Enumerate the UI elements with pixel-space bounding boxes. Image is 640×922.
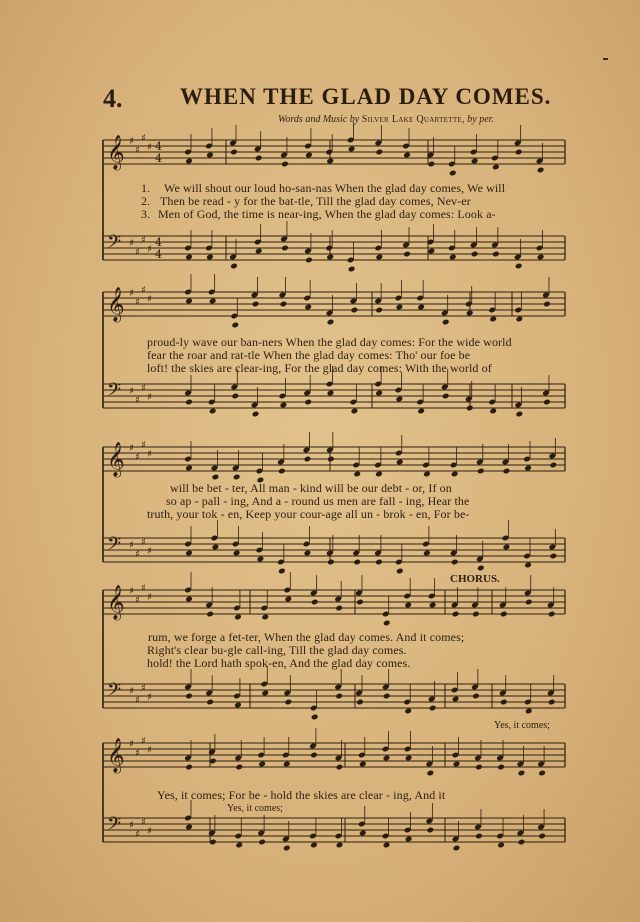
note-head — [231, 393, 239, 400]
note-head — [284, 699, 292, 706]
lyric-line: Right's clear bu-gle call-ing, Till the glad day comes. — [147, 643, 407, 657]
note-head — [518, 839, 526, 846]
sharp-sign: ♯ — [147, 826, 152, 837]
note-head — [304, 550, 312, 557]
note-head — [549, 553, 557, 560]
note-head — [405, 755, 413, 762]
note-head — [359, 830, 367, 837]
note-head — [383, 842, 391, 849]
sharp-sign: ♯ — [129, 820, 134, 831]
note-head — [449, 254, 457, 261]
sharp-sign: ♯ — [147, 449, 152, 460]
note-head — [376, 254, 384, 261]
sharp-sign: ♯ — [147, 244, 152, 255]
sharp-sign: ♯ — [135, 395, 140, 406]
note-head — [359, 761, 367, 768]
sharp-sign: ♯ — [135, 695, 140, 706]
sharp-sign: ♯ — [141, 583, 146, 594]
note-head — [538, 770, 546, 777]
note-head — [185, 693, 193, 700]
note-head — [543, 301, 551, 308]
note-head — [185, 298, 193, 305]
note-head — [453, 761, 461, 768]
sharp-sign: ♯ — [135, 748, 140, 759]
treble-clef: 𝄞 — [107, 442, 125, 477]
note-head — [427, 770, 435, 777]
note-head — [212, 544, 220, 551]
bass-clef: 𝄢 — [107, 814, 122, 839]
sharp-sign: ♯ — [129, 386, 134, 397]
note-head — [383, 620, 391, 627]
sharp-sign: ♯ — [147, 294, 152, 305]
note-head — [500, 699, 508, 706]
note-head — [404, 602, 412, 609]
note-head — [353, 471, 361, 478]
note-head — [185, 158, 193, 165]
lyric-line: proud-ly wave our ban-ners When the glad day comes: For the wide world — [147, 335, 512, 349]
note-head — [403, 152, 411, 159]
note-head — [348, 146, 356, 153]
note-head — [489, 408, 497, 415]
note-head — [403, 251, 411, 258]
note-head — [258, 761, 266, 768]
note-head — [537, 254, 545, 261]
sharp-sign: ♯ — [129, 586, 134, 597]
note-head — [375, 390, 383, 397]
sharp-sign: ♯ — [147, 392, 152, 403]
note-head — [283, 845, 291, 852]
note-head — [375, 307, 383, 314]
note-head — [235, 764, 243, 771]
note-head — [429, 705, 437, 712]
sharp-sign: ♯ — [129, 739, 134, 750]
sharp-sign: ♯ — [135, 829, 140, 840]
note-head — [442, 393, 450, 400]
note-head — [280, 402, 288, 409]
note-head — [233, 474, 241, 481]
note-head — [206, 152, 214, 159]
note-head — [304, 456, 312, 463]
note-head — [305, 257, 313, 264]
lyric-line: fear the roar and rat-tle When the glad day comes: Tho' our foe be — [147, 348, 471, 362]
note-head — [212, 474, 220, 481]
sharp-sign: ♯ — [147, 142, 152, 153]
note-head — [252, 301, 260, 308]
note-head — [396, 568, 404, 575]
note-head — [233, 550, 241, 557]
note-head — [305, 152, 313, 159]
note-head — [336, 764, 344, 771]
note-head — [475, 833, 483, 840]
lyric-line: Then be read - y for the bat-tle, Till the glad day comes, Nev-er — [160, 194, 471, 208]
sharp-sign: ♯ — [129, 238, 134, 249]
note-head — [258, 839, 266, 846]
note-head — [278, 568, 286, 575]
note-head — [283, 761, 291, 768]
note-head — [351, 408, 359, 415]
sharp-sign: ♯ — [135, 145, 140, 156]
sharp-sign: ♯ — [141, 383, 146, 394]
treble-clef: 𝄞 — [107, 287, 125, 322]
lyric-line: hold! the Lord hath spok-en, And the glad day comes. — [147, 656, 411, 670]
bass-echo-lyric: Yes, it comes; — [227, 803, 283, 814]
note-head — [477, 565, 485, 572]
note-head — [452, 696, 460, 703]
note-head — [471, 158, 479, 165]
sharp-sign: ♯ — [129, 288, 134, 299]
note-head — [451, 471, 459, 478]
sharp-sign: ♯ — [135, 452, 140, 463]
note-head — [543, 399, 551, 406]
note-head — [503, 544, 511, 551]
note-head — [348, 266, 356, 273]
note-head — [278, 468, 286, 475]
credit-name: Silver Lake Quartette, — [361, 114, 465, 125]
sharp-sign: ♯ — [141, 537, 146, 548]
note-head — [209, 298, 217, 305]
note-head — [404, 708, 412, 715]
note-head — [231, 322, 239, 329]
sharp-sign: ♯ — [129, 136, 134, 147]
sharp-sign: ♯ — [141, 285, 146, 296]
note-head — [252, 411, 260, 418]
note-head — [383, 693, 391, 700]
note-head — [255, 155, 263, 162]
hymn-number: 4. — [103, 84, 123, 113]
sharp-sign: ♯ — [141, 683, 146, 694]
note-head — [518, 770, 526, 777]
note-head — [230, 149, 238, 156]
note-head — [327, 390, 335, 397]
note-head — [396, 304, 404, 311]
note-head — [497, 842, 505, 849]
note-head — [326, 254, 334, 261]
note-head — [417, 408, 425, 415]
note-head — [466, 310, 474, 317]
note-head — [327, 456, 335, 463]
time-signature: 4 — [155, 236, 162, 249]
note-head — [185, 764, 193, 771]
note-head — [405, 836, 413, 843]
note-head — [449, 170, 457, 177]
note-head — [524, 562, 532, 569]
sharp-sign: ♯ — [135, 595, 140, 606]
bass-clef: 𝄢 — [107, 380, 122, 405]
verse-number-2: 2. — [141, 194, 150, 208]
note-head — [423, 471, 431, 478]
note-head — [548, 699, 556, 706]
note-head — [452, 611, 460, 618]
note-head — [206, 254, 214, 261]
sharp-sign: ♯ — [141, 440, 146, 451]
lyric-line: We will shout our loud ho-san-nas When the glad day comes, We will — [164, 181, 506, 195]
note-head — [327, 559, 335, 566]
note-head — [185, 550, 193, 557]
time-signature: 4 — [155, 152, 162, 165]
note-head — [280, 301, 288, 308]
sharp-sign: ♯ — [141, 133, 146, 144]
lyric-line: rum, we forge a fet-ter, When the glad day comes. And it comes; — [148, 630, 465, 644]
note-head — [327, 319, 335, 326]
note-head — [453, 845, 461, 852]
note-head — [284, 596, 292, 603]
hymn-title: WHEN THE GLAD DAY COMES. — [180, 84, 552, 109]
sharp-sign: ♯ — [141, 817, 146, 828]
note-head — [255, 248, 263, 255]
note-head — [235, 842, 243, 849]
bass-clef: 𝄢 — [107, 680, 122, 705]
note-head — [429, 602, 437, 609]
note-head — [497, 764, 505, 771]
sharp-sign: ♯ — [135, 297, 140, 308]
note-head — [185, 596, 193, 603]
sharp-sign: ♯ — [147, 745, 152, 756]
note-head — [492, 251, 500, 258]
bass-clef: 𝄢 — [107, 534, 122, 559]
sharp-sign: ♯ — [135, 247, 140, 258]
note-head — [525, 708, 533, 715]
treble-clef: 𝄞 — [107, 738, 125, 773]
note-head — [326, 158, 334, 165]
note-head — [428, 161, 436, 168]
note-head — [451, 559, 459, 566]
credit-suffix: by per. — [467, 114, 494, 125]
note-head — [351, 307, 359, 314]
sharp-sign: ♯ — [147, 546, 152, 557]
note-head — [423, 550, 431, 557]
note-head — [234, 614, 242, 621]
sharp-sign: ♯ — [129, 540, 134, 551]
sharp-sign: ♯ — [141, 736, 146, 747]
note-head — [427, 827, 435, 834]
lyric-line: so ap - pall - ing, And a - round us men are fall - ing, Hear the — [166, 494, 470, 508]
lyric-line: Men of God, the time is near-ing, When the glad day comes: Look a- — [158, 207, 496, 221]
note-head — [335, 605, 343, 612]
note-head — [492, 164, 500, 171]
note-head — [396, 459, 404, 466]
note-head — [185, 254, 193, 261]
note-head — [304, 399, 312, 406]
note-head — [281, 245, 289, 252]
lyric-line: truth, your tok - en, Keep your cour-age all un - brok - en, For be- — [147, 507, 470, 521]
note-head — [261, 690, 269, 697]
note-head — [417, 304, 425, 311]
note-head — [209, 408, 217, 415]
note-head — [185, 399, 193, 406]
note-head — [525, 599, 533, 606]
note-head — [549, 462, 557, 469]
note-head — [353, 559, 361, 566]
note-head — [396, 396, 404, 403]
note-head — [537, 167, 545, 174]
note-head — [376, 149, 384, 156]
note-head — [304, 304, 312, 311]
note-head — [310, 752, 318, 759]
note-head — [310, 842, 318, 849]
time-signature: 4 — [155, 140, 162, 153]
lyric-line: loft! the skies are clear-ing, For the glad day comes: With the world of — [147, 361, 492, 375]
note-head — [428, 248, 436, 255]
note-head — [257, 556, 265, 563]
note-head — [477, 468, 485, 475]
note-head — [375, 471, 383, 478]
note-head — [311, 714, 319, 721]
note-head — [356, 599, 364, 606]
note-head — [230, 263, 238, 270]
chorus-label: CHORUS. — [450, 573, 500, 585]
note-head — [538, 833, 546, 840]
note-head — [185, 465, 193, 472]
note-head — [311, 599, 319, 606]
note-head — [472, 611, 480, 618]
note-head — [489, 316, 497, 323]
treble-clef: 𝄞 — [107, 585, 125, 620]
note-head — [475, 764, 483, 771]
note-head — [261, 614, 269, 621]
note-head — [375, 559, 383, 566]
note-head — [185, 824, 193, 831]
note-head — [356, 699, 364, 706]
sharp-sign: ♯ — [141, 235, 146, 246]
note-head — [515, 149, 523, 156]
time-signature: 4 — [155, 248, 162, 261]
note-head — [524, 465, 532, 472]
sharp-sign: ♯ — [135, 549, 140, 560]
note-head — [471, 251, 479, 258]
lyric-line: Yes, it comes; For be - hold the skies are clear - ing, And it — [157, 788, 446, 802]
note-head — [515, 263, 523, 270]
note-head — [383, 755, 391, 762]
note-head — [336, 842, 344, 849]
verse-number-3: 3. — [141, 207, 150, 221]
credit-prefix: Words and Music by — [278, 114, 360, 125]
note-head — [466, 405, 474, 412]
sharp-sign: ♯ — [147, 692, 152, 703]
note-head — [500, 611, 508, 618]
lyric-line: will be bet - ter, All man - kind will be our debt - or, If on — [170, 481, 452, 495]
note-head — [503, 468, 511, 475]
note-head — [472, 693, 480, 700]
treble-clef: 𝄞 — [107, 135, 125, 170]
sharp-sign: ♯ — [129, 686, 134, 697]
verse-number-1: 1. — [141, 181, 150, 195]
bass-echo-lyric: Yes, it comes; — [494, 720, 550, 731]
note-head — [206, 699, 214, 706]
sharp-sign: ♯ — [129, 443, 134, 454]
sharp-sign: ♯ — [147, 592, 152, 603]
note-head — [442, 319, 450, 326]
bass-clef: 𝄢 — [107, 232, 122, 257]
note-head — [234, 702, 242, 709]
note-head — [206, 611, 214, 618]
note-head — [281, 161, 289, 168]
note-head — [516, 411, 524, 418]
note-head — [335, 693, 343, 700]
note-head — [548, 611, 556, 618]
note-head — [516, 316, 524, 323]
